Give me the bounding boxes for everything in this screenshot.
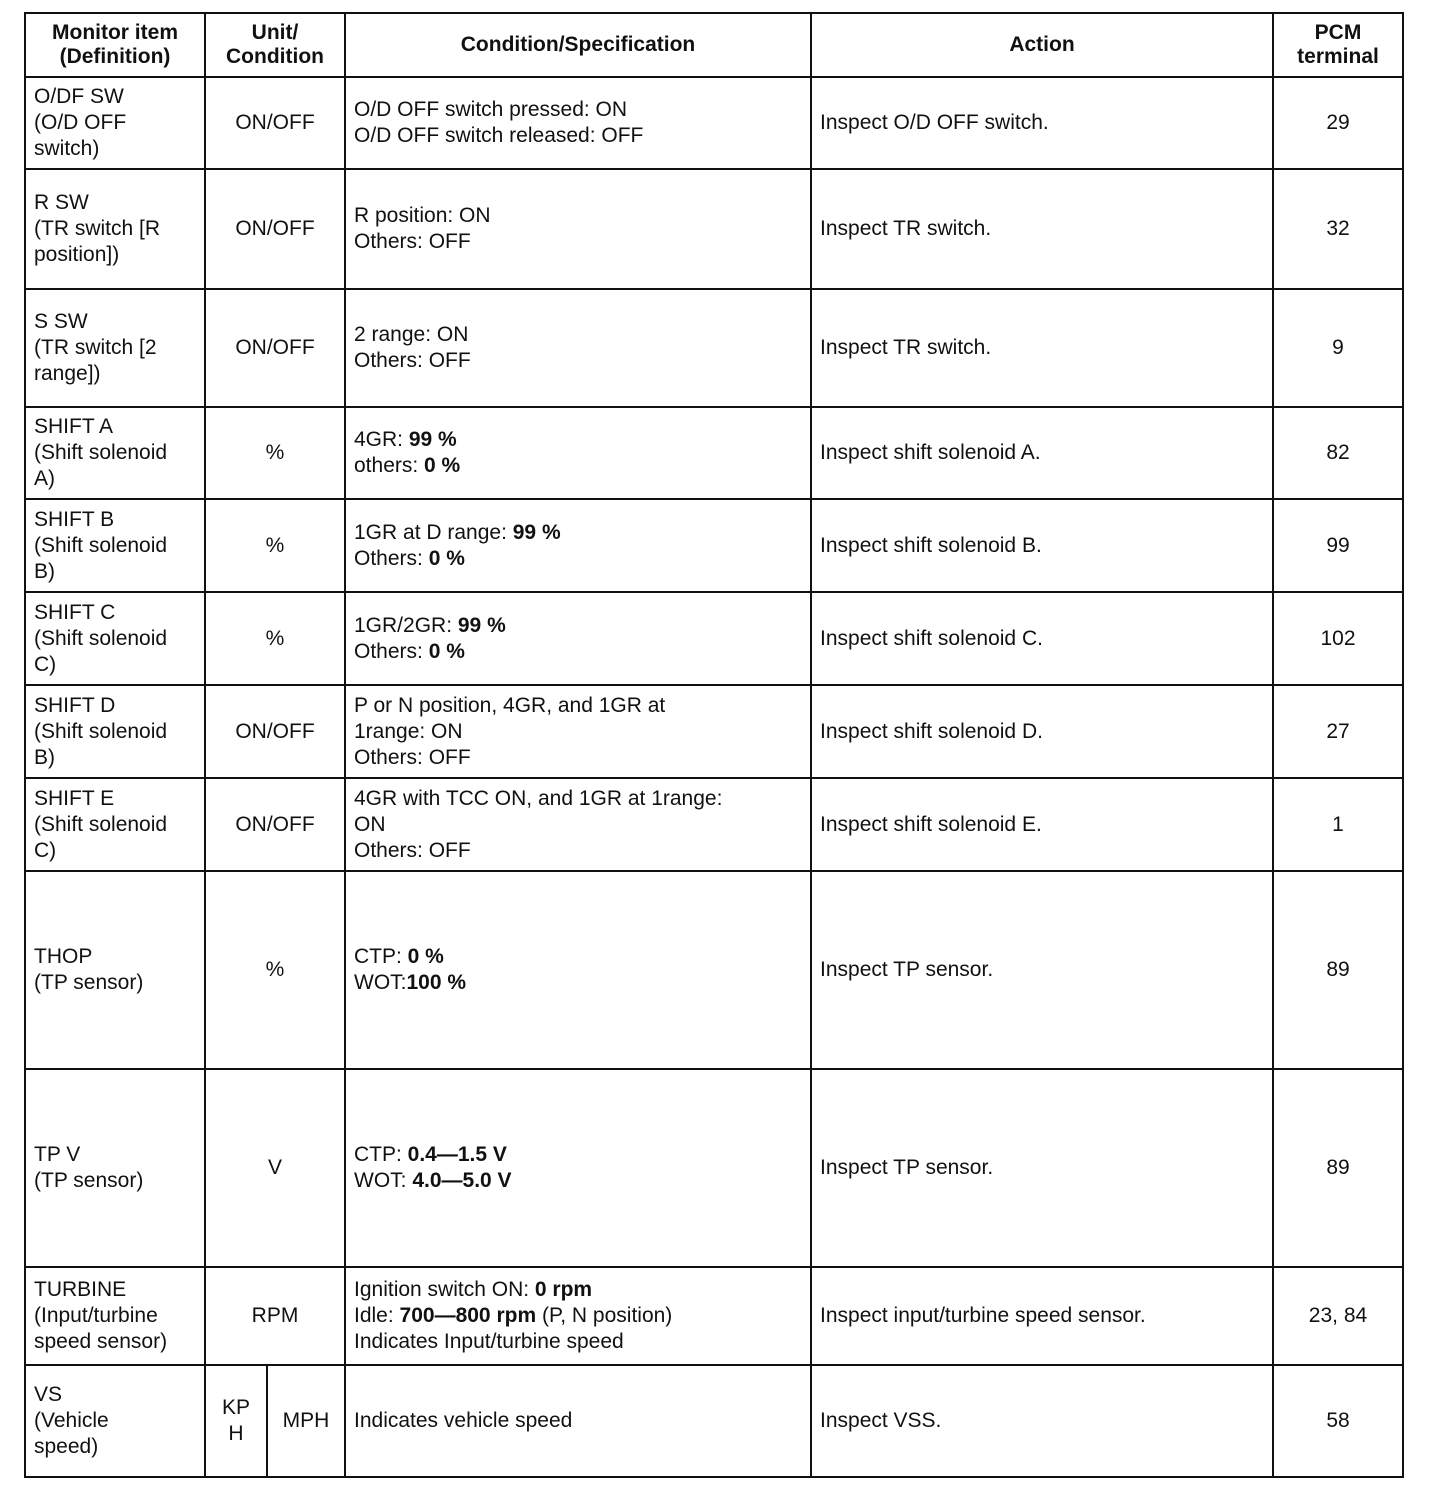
spec-value: 0 rpm [534, 1278, 593, 1301]
condition-cell [345, 77, 811, 169]
header-unit-condition: Unit/ Condition [205, 13, 345, 77]
condition-line: CTP: 0 % [354, 945, 444, 968]
action-cell: Inspect shift solenoid A. [811, 407, 1273, 499]
unit-cell: V [205, 1069, 345, 1267]
condition-line: ON [354, 812, 386, 836]
spec-value: 99 % [457, 613, 506, 637]
pcm-terminal-cell: 32 [1273, 169, 1403, 289]
pcm-terminal-cell: 23, 84 [1273, 1267, 1403, 1365]
monitor-item-cell: TURBINE (Input/turbine speed sensor) [25, 1267, 205, 1365]
unit-mph-cell: MPH [267, 1365, 345, 1477]
condition-cell [345, 592, 811, 685]
condition-line: Others: 0 % [354, 546, 465, 570]
monitor-item-cell: SHIFT C (Shift solenoid C) [25, 592, 205, 685]
table-row [25, 289, 1403, 407]
action-cell: Inspect shift solenoid E. [811, 778, 1273, 871]
condition-line: 4GR with TCC ON, and 1GR at 1range: [354, 786, 723, 810]
monitor-item-cell: SHIFT D (Shift solenoid B) [25, 685, 205, 778]
condition-line: Others: OFF [354, 349, 471, 372]
condition-cell [345, 871, 811, 1069]
table-row [25, 1365, 1403, 1477]
pcm-terminal-cell: 29 [1273, 77, 1403, 169]
condition-line: Others: OFF [354, 230, 471, 253]
condition-cell [345, 1365, 811, 1477]
condition-line: Others: OFF [354, 838, 471, 862]
action-cell: Inspect TP sensor. [811, 871, 1273, 1069]
condition-cell [345, 685, 811, 778]
spec-value: 100 % [406, 971, 467, 994]
monitor-item-cell: SHIFT E (Shift solenoid C) [25, 778, 205, 871]
table-row [25, 1267, 1403, 1365]
spec-value: 99 % [512, 520, 561, 544]
monitor-item-cell: VS (Vehicle speed) [25, 1365, 205, 1477]
monitor-item-cell: SHIFT B (Shift solenoid B) [25, 499, 205, 592]
condition-line: Others: 0 % [354, 639, 465, 663]
table-row [25, 778, 1403, 871]
pcm-terminal-cell: 58 [1273, 1365, 1403, 1477]
table-row [25, 499, 1403, 592]
condition-line: others: 0 % [354, 454, 461, 477]
unit-cell: ON/OFF [205, 289, 345, 407]
unit-cell: % [205, 407, 345, 499]
condition-line: 1GR/2GR: 99 % [354, 613, 506, 637]
condition-cell [345, 499, 811, 592]
unit-cell: ON/OFF [205, 169, 345, 289]
pcm-terminal-cell: 89 [1273, 871, 1403, 1069]
action-cell: Inspect TR switch. [811, 289, 1273, 407]
spec-value: 4.0—5.0 V [412, 1169, 512, 1192]
table-row [25, 685, 1403, 778]
spec-value: 99 % [408, 428, 457, 451]
condition-line: Ignition switch ON: 0 rpm [354, 1278, 593, 1301]
unit-cell: RPM [205, 1267, 345, 1365]
condition-line: O/D OFF switch released: OFF [354, 124, 644, 147]
condition-cell [345, 407, 811, 499]
condition-line: CTP: 0.4—1.5 V [354, 1143, 507, 1166]
pcm-terminal-cell: 99 [1273, 499, 1403, 592]
unit-cell: % [205, 592, 345, 685]
unit-cell: ON/OFF [205, 778, 345, 871]
spec-value: 0 % [407, 945, 444, 968]
table-row [25, 77, 1403, 169]
condition-cell [345, 778, 811, 871]
table-body [25, 77, 1403, 1477]
table-row [25, 871, 1403, 1069]
unit-cell: ON/OFF [205, 685, 345, 778]
unit-cell: % [205, 871, 345, 1069]
table-row [25, 592, 1403, 685]
unit-kph-cell: KP H [205, 1365, 267, 1477]
pcm-terminal-cell: 27 [1273, 685, 1403, 778]
action-cell: Inspect shift solenoid C. [811, 592, 1273, 685]
monitor-item-cell: S SW (TR switch [2 range]) [25, 289, 205, 407]
monitor-item-cell: THOP (TP sensor) [25, 871, 205, 1069]
condition-line: Indicates vehicle speed [354, 1409, 573, 1432]
condition-line: WOT: 4.0—5.0 V [354, 1169, 512, 1192]
condition-line: Indicates Input/turbine speed [354, 1330, 624, 1353]
table-row [25, 169, 1403, 289]
action-cell: Inspect input/turbine speed sensor. [811, 1267, 1273, 1365]
condition-line: WOT:100 % [354, 971, 467, 994]
monitor-item-cell: O/DF SW (O/D OFF switch) [25, 77, 205, 169]
condition-line: Idle: 700—800 rpm (P, N position) [354, 1304, 673, 1327]
condition-line: R position: ON [354, 204, 491, 227]
pcm-terminal-cell: 89 [1273, 1069, 1403, 1267]
pcm-terminal-cell: 102 [1273, 592, 1403, 685]
action-cell: Inspect TP sensor. [811, 1069, 1273, 1267]
header-pcm-terminal: PCM terminal [1273, 13, 1403, 77]
pcm-terminal-cell: 9 [1273, 289, 1403, 407]
monitor-item-cell: TP V (TP sensor) [25, 1069, 205, 1267]
spec-value: 0 % [428, 546, 465, 570]
monitor-spec-table [24, 12, 1404, 1478]
unit-cell: ON/OFF [205, 77, 345, 169]
condition-line: 4GR: 99 % [354, 428, 457, 451]
pcm-terminal-cell: 1 [1273, 778, 1403, 871]
action-cell: Inspect shift solenoid B. [811, 499, 1273, 592]
condition-line: O/D OFF switch pressed: ON [354, 98, 628, 121]
spec-value: 700—800 rpm [399, 1304, 537, 1327]
condition-line: 2 range: ON [354, 323, 469, 346]
condition-line: Others: OFF [354, 745, 471, 769]
table-row [25, 407, 1403, 499]
monitor-item-cell: R SW (TR switch [R position]) [25, 169, 205, 289]
table-row [25, 1069, 1403, 1267]
spec-value: 0.4—1.5 V [407, 1143, 507, 1166]
monitor-item-cell: SHIFT A (Shift solenoid A) [25, 407, 205, 499]
unit-cell: % [205, 499, 345, 592]
action-cell: Inspect shift solenoid D. [811, 685, 1273, 778]
condition-line: 1range: ON [354, 719, 463, 743]
spec-value: 0 % [424, 454, 461, 477]
condition-line: 1GR at D range: 99 % [354, 520, 561, 544]
action-cell: Inspect VSS. [811, 1365, 1273, 1477]
condition-cell [345, 289, 811, 407]
condition-cell [345, 169, 811, 289]
spec-value: 0 % [428, 639, 465, 663]
header-condition-specification: Condition/Specification [345, 13, 811, 77]
pcm-terminal-cell: 82 [1273, 407, 1403, 499]
header-action: Action [811, 13, 1273, 77]
header-row [25, 13, 1403, 77]
condition-cell [345, 1069, 811, 1267]
condition-line: P or N position, 4GR, and 1GR at [354, 693, 666, 717]
header-monitor-item: Monitor item (Definition) [25, 13, 205, 77]
action-cell: Inspect TR switch. [811, 169, 1273, 289]
action-cell: Inspect O/D OFF switch. [811, 77, 1273, 169]
condition-cell [345, 1267, 811, 1365]
